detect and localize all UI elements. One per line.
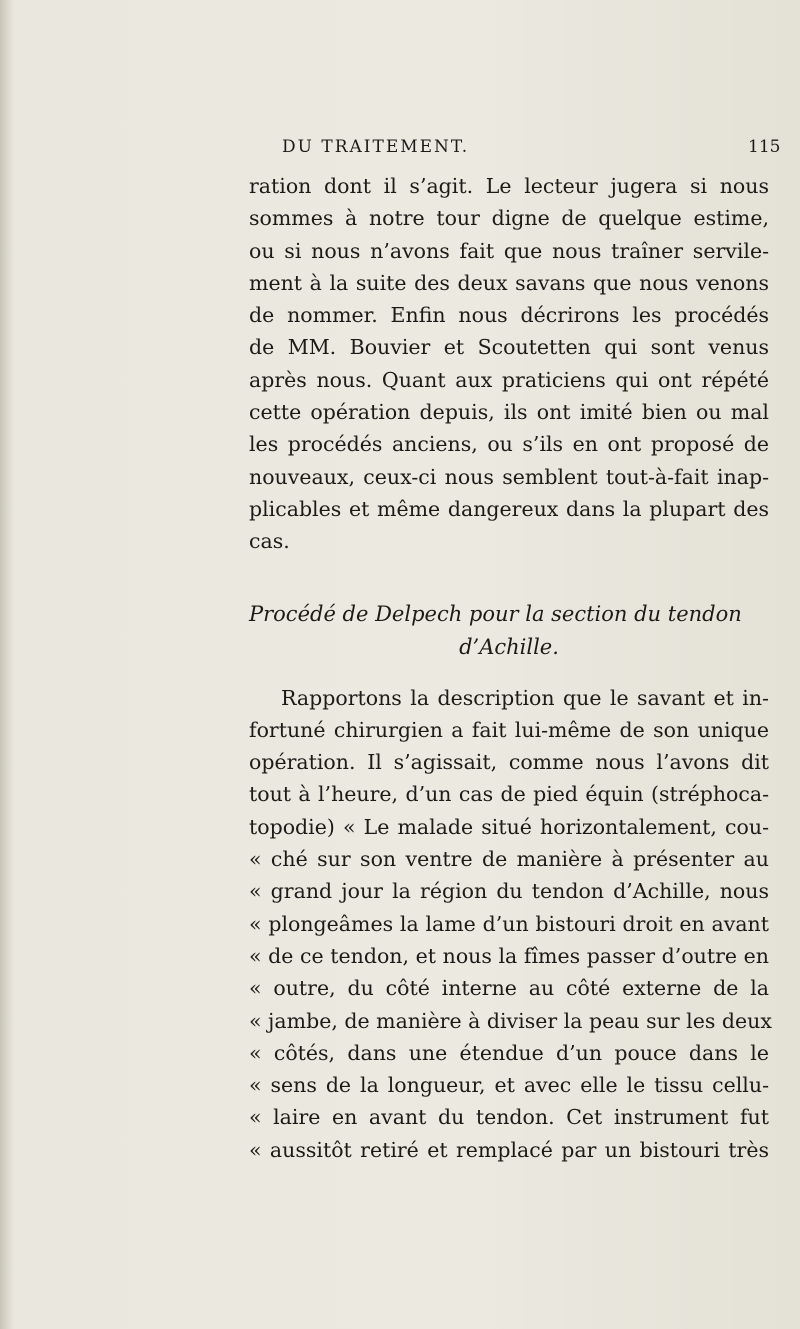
section-title-line-1: Procédé de Delpech pour la section du tendon: [249, 601, 742, 626]
section-heading: [249, 598, 769, 664]
text-line: « sens de la longueur, et avec elle le tissu cellu-: [249, 1073, 769, 1098]
page-number: 115: [748, 137, 781, 157]
paragraph-1: [249, 170, 769, 558]
text-line: sommes à notre tour digne de quelque estime,: [249, 206, 769, 231]
text-line: « laire en avant du tendon. Cet instrument fut: [249, 1105, 769, 1130]
text-line: « côtés, dans une étendue d’un pouce dans le: [249, 1040, 769, 1065]
text-line: cette opération depuis, ils ont imité bien ou mal: [249, 400, 769, 425]
text-line: ment à la suite des deux savans que nous venons: [249, 270, 769, 295]
text-line: opération. Il s’agissait, comme nous l’avons dit: [249, 750, 769, 775]
text-line: tout à l’heure, d’un cas de pied équin (stréphoca-: [249, 782, 769, 807]
text-line: « outre, du côté interne au côté externe de la: [249, 976, 769, 1001]
text-line: « aussitôt retiré et remplacé par un bistouri très: [249, 1137, 769, 1162]
text-line: « jambe, de manière à diviser la peau sur les deux: [249, 1008, 772, 1033]
page-gutter-shadow: [0, 0, 14, 1329]
spacer: [249, 664, 769, 682]
text-line: « ché sur son ventre de manière à présenter au: [249, 847, 769, 872]
text-line: plicables et même dangereux dans la plupart des: [249, 496, 769, 521]
text-line: de nommer. Enfin nous décrirons les procédés: [249, 303, 769, 328]
text-line: fortuné chirurgien a fait lui-même de son unique: [249, 717, 769, 742]
text-line: les procédés anciens, ou s’ils en ont proposé de: [249, 432, 769, 457]
text-line: ou si nous n’avons fait que nous traîner servile-: [249, 238, 769, 263]
text-line: cas.: [249, 529, 290, 554]
section-title-line-2: d’Achille.: [459, 634, 559, 659]
text-line: « grand jour la région du tendon d’Achille, nous: [249, 879, 769, 904]
text-line: de MM. Bouvier et Scoutetten qui sont venus: [249, 335, 769, 360]
text-line: topodie) « Le malade situé horizontalement, cou-: [249, 814, 769, 839]
running-head: DU TRAITEMENT.: [282, 137, 470, 157]
text-line: nouveaux, ceux-ci nous semblent tout-à-fait inap-: [249, 464, 769, 489]
text-line: après nous. Quant aux praticiens qui ont répété: [249, 367, 769, 392]
text-line: « de ce tendon, et nous la fîmes passer d’outre en: [249, 943, 769, 968]
page-header: [0, 137, 800, 161]
page-body: [249, 170, 772, 1166]
text-line: « plongeâmes la lame d’un bistouri droit en avant: [249, 911, 769, 936]
text-line: Rapportons la description que le savant et in-: [281, 685, 769, 710]
text-line: ration dont il s’agit. Le lecteur jugera si nous: [249, 174, 769, 198]
paragraph-2: [249, 682, 772, 1166]
